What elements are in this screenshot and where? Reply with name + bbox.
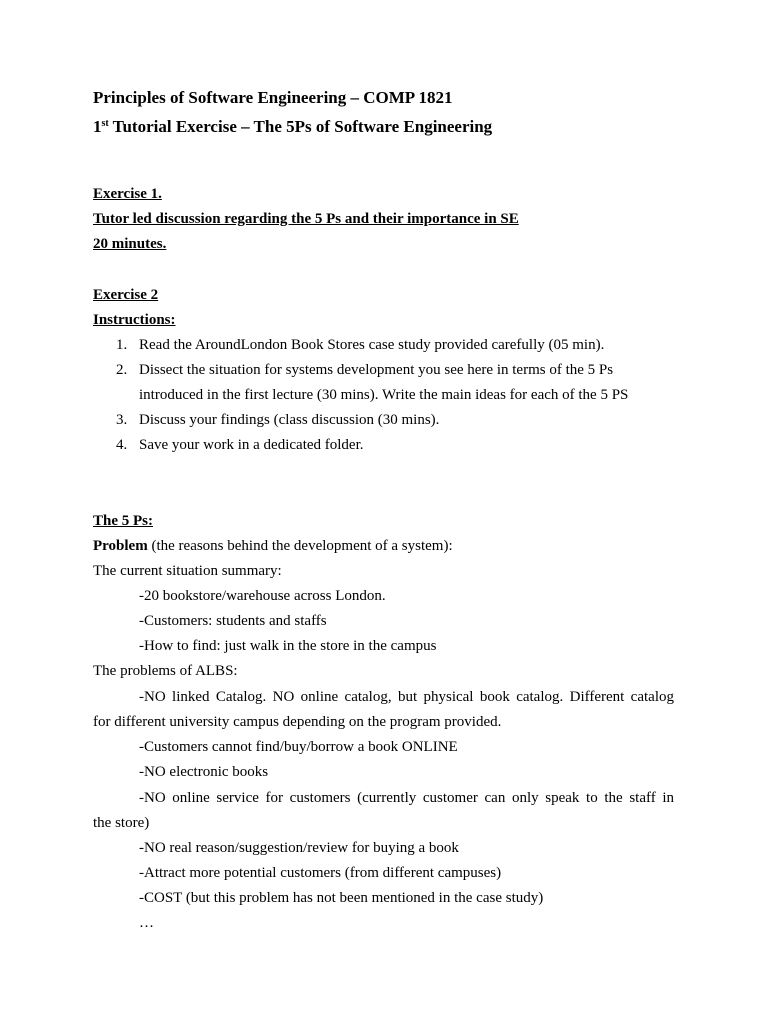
summary-label: The current situation summary: [93, 563, 282, 579]
subtitle-superscript: st [101, 118, 109, 129]
instruction-item: Read the AroundLondon Book Stores case study provided carefully (05 min). [139, 337, 605, 353]
instruction-item: Dissect the situation for systems development you see here in terms of the 5 Ps [139, 362, 614, 378]
instruction-number: 2. [116, 362, 128, 378]
problem-item: -NO linked Catalog. NO online catalog, but physical book catalog. Different catalog [139, 689, 674, 705]
instruction-number: 4. [116, 437, 128, 453]
instruction-item: Discuss your findings (class discussion (30 mins). [139, 412, 440, 428]
problem-item-continued: the store) [93, 815, 150, 831]
problem-item: -Attract more potential customers (from different campuses) [139, 865, 502, 881]
problem-item: -NO online service for customers (currently customer can only speak to the staff in [139, 790, 674, 806]
instructions-label: Instructions: [93, 312, 176, 328]
instruction-item: Save your work in a dedicated folder. [139, 437, 364, 453]
problem-label: Problem [93, 538, 148, 554]
exercise1-description: Tutor led discussion regarding the 5 Ps and their importance in SE [93, 211, 519, 227]
ellipsis: … [139, 915, 154, 931]
instruction-number: 1. [116, 337, 128, 353]
problem-item: -Customers cannot find/buy/borrow a book ONLINE [139, 739, 458, 755]
summary-item: -Customers: students and staffs [139, 613, 327, 629]
exercise1-heading: Exercise 1. [93, 186, 162, 202]
instruction-item-continued: introduced in the first lecture (30 mins). Write the main ideas for each of the 5 PS [139, 387, 629, 403]
problem-item: -NO electronic books [139, 764, 269, 780]
subtitle-number: 1 [93, 117, 102, 136]
document-subtitle [93, 117, 492, 137]
summary-item: -How to find: just walk in the store in the campus [139, 638, 437, 654]
problem-description: (the reasons behind the development of a system): [147, 538, 453, 554]
summary-item: -20 bookstore/warehouse across London. [139, 588, 386, 604]
document-title: Principles of Software Engineering – COMP 1821 [93, 88, 453, 107]
problems-label: The problems of ALBS: [93, 663, 238, 679]
problem-item: -NO real reason/suggestion/review for buying a book [139, 840, 459, 856]
instruction-number: 3. [116, 412, 128, 428]
subtitle-text: Tutorial Exercise – The 5Ps of Software Engineering [108, 117, 493, 136]
problem-item-continued: for different university campus depending on the program provided. [93, 714, 502, 730]
problem-line [93, 537, 453, 555]
problem-item: -COST (but this problem has not been mentioned in the case study) [139, 890, 544, 906]
exercise1-duration: 20 minutes. [93, 236, 167, 252]
fiveps-heading: The 5 Ps: [93, 513, 153, 529]
exercise2-heading: Exercise 2 [93, 287, 159, 303]
